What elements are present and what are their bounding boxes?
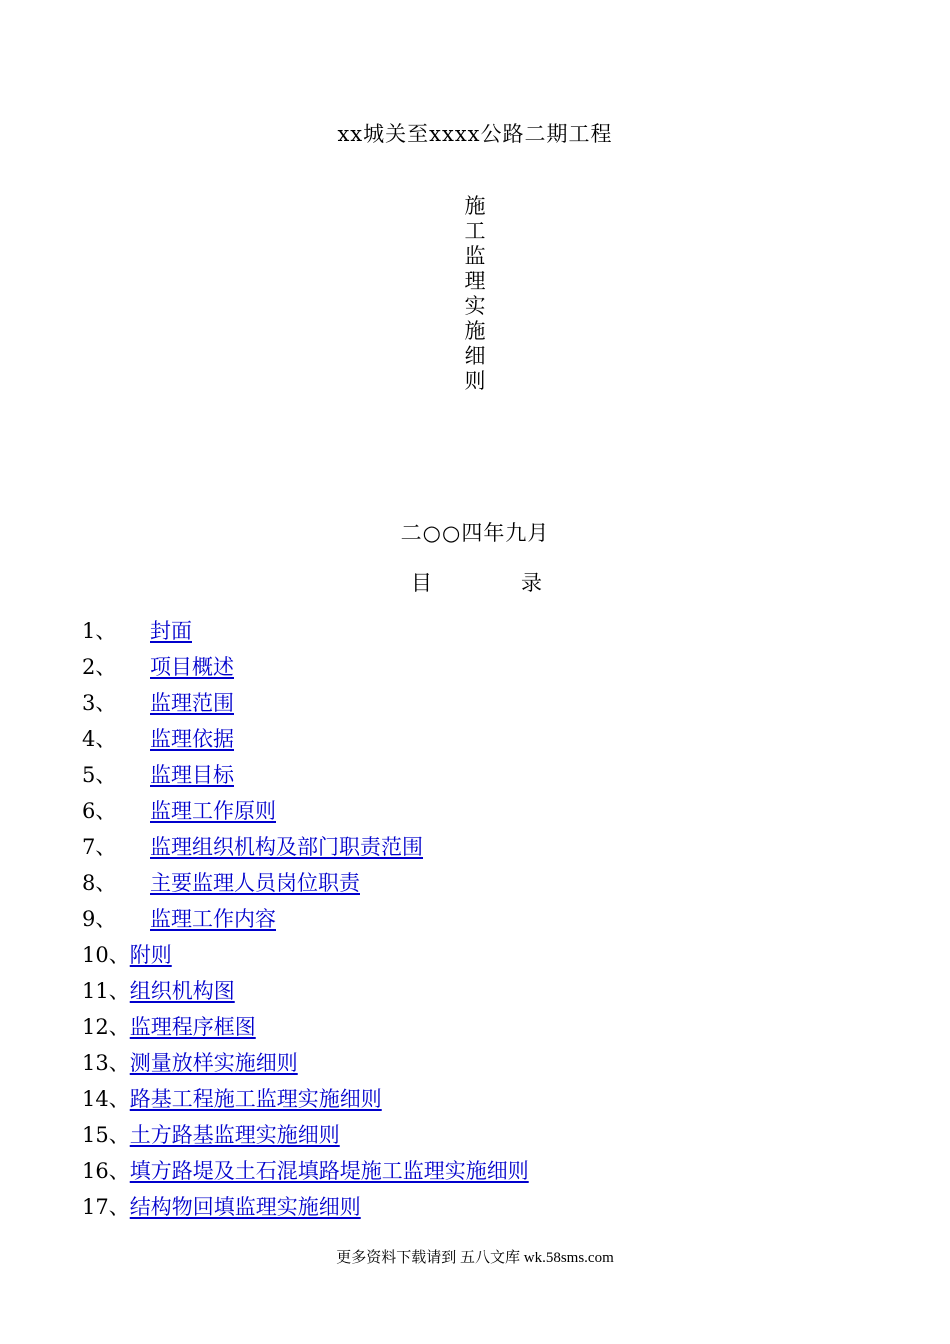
title-char: 理 [464, 269, 486, 293]
toc-number: 13、 [82, 1051, 130, 1075]
toc-item [82, 1049, 529, 1085]
toc-item [82, 941, 529, 977]
toc-number: 15、 [82, 1123, 130, 1147]
toc-number: 12、 [82, 1015, 130, 1039]
title-char: 则 [464, 369, 486, 393]
footer-note: 更多资料下载请到 五八文库 wk.58sms.com [336, 1250, 614, 1266]
toc-link[interactable]: 监理程序框图 [129, 1015, 256, 1039]
toc-number: 3、 [82, 691, 117, 715]
toc-item [82, 1121, 529, 1157]
toc-number: 1、 [82, 619, 117, 643]
title-char: 施 [464, 194, 486, 218]
document-title-vertical [461, 194, 489, 394]
toc-number: 9、 [82, 907, 117, 931]
toc-item [82, 617, 529, 653]
toc-heading [411, 567, 542, 597]
toc-item [82, 689, 529, 725]
title-char: 工 [464, 219, 486, 243]
title-char: 实 [464, 294, 486, 318]
toc-item [82, 905, 529, 941]
toc-link[interactable]: 监理范围 [150, 691, 234, 715]
toc-item [82, 1085, 529, 1121]
toc-item [82, 1013, 529, 1049]
toc-heading-char: 录 [521, 571, 542, 595]
toc-item [82, 725, 529, 761]
toc-item [82, 977, 529, 1013]
toc-link[interactable]: 路基工程施工监理实施细则 [129, 1087, 382, 1111]
toc-link[interactable]: 附则 [129, 943, 172, 967]
toc-number: 16、 [82, 1159, 130, 1183]
title-char: 监 [464, 244, 486, 268]
toc-link[interactable]: 监理组织机构及部门职责范围 [150, 835, 423, 859]
document-date: 二○○四年九月 [400, 521, 550, 545]
toc-link[interactable]: 监理目标 [150, 763, 234, 787]
toc-link[interactable]: 填方路堤及土石混填路堤施工监理实施细则 [129, 1159, 529, 1183]
toc-number: 5、 [82, 763, 117, 787]
toc-number: 2、 [82, 655, 117, 679]
title-char: 施 [464, 319, 486, 343]
toc-number: 10、 [82, 943, 130, 967]
project-title: xx城关至xxxx公路二期工程 [337, 122, 613, 146]
toc-number: 14、 [82, 1087, 130, 1111]
toc-number: 8、 [82, 871, 117, 895]
toc-number: 6、 [82, 799, 117, 823]
toc-link[interactable]: 测量放样实施细则 [129, 1051, 298, 1075]
toc-item [82, 869, 529, 905]
toc-link[interactable]: 项目概述 [150, 655, 234, 679]
toc-number: 17、 [82, 1195, 130, 1219]
toc-item [82, 1157, 529, 1193]
toc-link[interactable]: 主要监理人员岗位职责 [150, 871, 360, 895]
toc-link[interactable]: 土方路基监理实施细则 [129, 1123, 340, 1147]
toc-number: 7、 [82, 835, 117, 859]
toc-item [82, 833, 529, 869]
toc-item [82, 1193, 529, 1229]
toc-link[interactable]: 监理工作内容 [150, 907, 276, 931]
toc-item [82, 761, 529, 797]
toc-item [82, 653, 529, 689]
toc-link[interactable]: 监理依据 [150, 727, 234, 751]
toc-heading-char: 目 [411, 571, 432, 595]
title-char: 细 [464, 344, 486, 368]
toc-number: 4、 [82, 727, 117, 751]
toc-link[interactable]: 组织机构图 [129, 979, 235, 1003]
table-of-contents [82, 617, 529, 1229]
toc-link[interactable]: 结构物回填监理实施细则 [129, 1195, 361, 1219]
toc-link[interactable]: 监理工作原则 [150, 799, 276, 823]
toc-link[interactable]: 封面 [150, 619, 192, 643]
toc-item [82, 797, 529, 833]
toc-number: 11、 [82, 979, 130, 1003]
